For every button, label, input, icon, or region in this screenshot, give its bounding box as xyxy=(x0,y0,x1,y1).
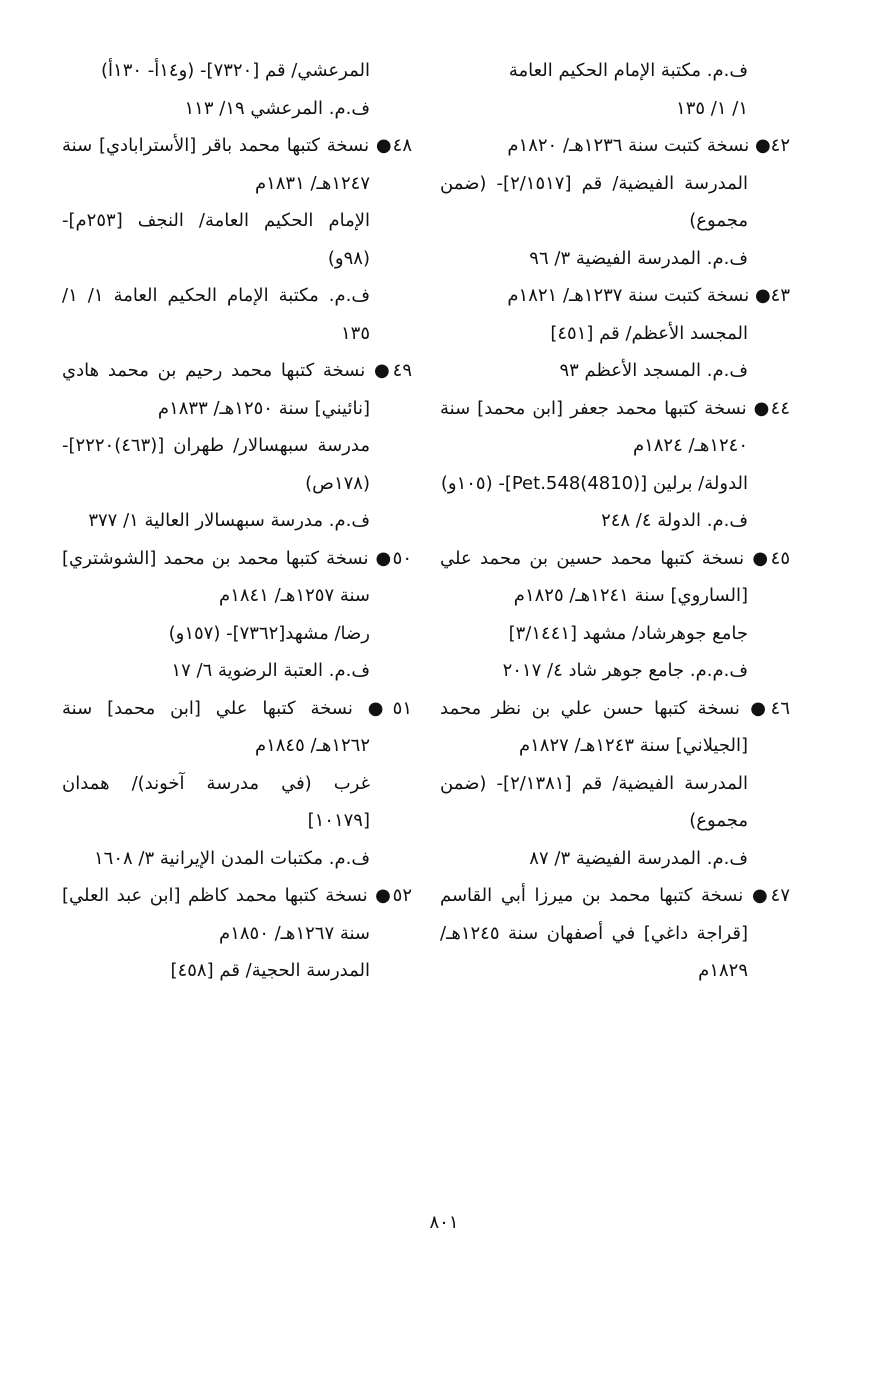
manuscript-entry-44 xyxy=(440,390,790,540)
entry-location: المدرسة الفيضية/ قم [٢/١٣٨١]- (ضمن مجموع) xyxy=(440,772,748,831)
entry-location: الدولة/ برلين [(4810)Pet.548]- (١٠٥و) xyxy=(440,472,748,494)
entry-catalog-ref: ف.م.م. جامع جوهر شاد ٤/ ٢٠١٧ xyxy=(502,660,748,681)
entry-heading: ٤٣● نسخة كتبت سنة ١٢٣٧هـ/ ١٨٢١م xyxy=(507,285,790,306)
entry-catalog-ref: ف.م. مكتبة الإمام الحكيم العامة ١/ ١/ ١٣٥ xyxy=(62,285,370,344)
right-column xyxy=(440,52,790,990)
manuscript-entry-51 xyxy=(62,690,412,878)
entry-location: رضا/ مشهد[٧٣٦٢]- (١٥٧و) xyxy=(168,622,370,644)
manuscript-entry-52 xyxy=(62,877,412,990)
manuscript-entry-43 xyxy=(440,277,790,390)
entry-heading: ٥٠● نسخة كتبها محمد بن محمد [الشوشتري] سنة ١٢٥٧هـ/ ١٨٤١م xyxy=(62,547,412,606)
entry-heading: ٤٦● نسخة كتبها حسن علي بن نظر محمد [الجيلاني] سنة ١٢٤٣هـ/ ١٨٢٧م xyxy=(440,697,790,756)
entry-heading: ٤٩● نسخة كتبها محمد رحيم بن محمد هادي [نائيني] سنة ١٢٥٠هـ/ ١٨٣٣م xyxy=(62,360,412,419)
entry-catalog-ref: ف.م. مدرسة سبهسالار العالية ١/ ٣٧٧ xyxy=(88,510,370,531)
entry-heading: ٤٧● نسخة كتبها محمد بن ميرزا أبي القاسم [قراجة داغي] في أصفهان سنة ١٢٤٥هـ/ ١٨٢٩م xyxy=(440,885,790,981)
manuscript-entry-46 xyxy=(440,690,790,878)
entry-location: الإمام الحكيم العامة/ النجف [٢٥٣م]- (٩٨و) xyxy=(62,210,370,269)
entry-catalog-ref: ف.م. العتبة الرضوية ٦/ ١٧ xyxy=(171,660,370,681)
manuscript-entry-45 xyxy=(440,540,790,690)
continuation-line: ف.م. المرعشي ١٩/ ١١٣ xyxy=(184,97,370,119)
entry-location: المدرسة الفيضية/ قم [٢/١٥١٧]- (ضمن مجموع) xyxy=(440,172,748,231)
entry-location: غرب (في مدرسة آخوند)/ همدان [١٠١٧٩] xyxy=(62,772,370,831)
entry-heading: ٥١● نسخة كتبها علي [ابن محمد] سنة ١٢٦٢هـ/ ١٨٤٥م xyxy=(62,697,412,756)
entry-heading: ٤٥● نسخة كتبها محمد حسين بن محمد علي [الساروي] سنة ١٢٤١هـ/ ١٨٢٥م xyxy=(440,547,790,606)
page-number: ٨٠١ xyxy=(429,1212,459,1233)
manuscript-entry-48 xyxy=(62,127,412,352)
entry-catalog-ref: ف.م. مكتبات المدن الإيرانية ٣/ ١٦٠٨ xyxy=(93,847,370,869)
entry-catalog-ref: ف.م. المدرسة الفيضية ٣/ ٩٦ xyxy=(529,247,748,269)
entry-location: جامع جوهرشاد/ مشهد [٣/١٤٤١] xyxy=(508,622,748,644)
continuation-line: المرعشي/ قم [٧٣٢٠]- (و١٤أ- ١٣٠أ) xyxy=(101,60,370,81)
manuscript-entry-49 xyxy=(62,352,412,540)
entry-location: المجسد الأعظم/ قم [٤٥١] xyxy=(550,322,748,344)
left-column xyxy=(62,52,412,990)
entry-heading: ٤٤● نسخة كتبها محمد جعفر [ابن محمد] سنة ١٢٤٠هـ/ ١٨٢٤م xyxy=(440,397,790,456)
entry-catalog-ref: ف.م. المدرسة الفيضية ٣/ ٨٧ xyxy=(529,847,748,869)
continuation-line: ١/ ١/ ١٣٥ xyxy=(676,97,748,119)
entry-location: المدرسة الحجية/ قم [٤٥٨] xyxy=(170,960,370,981)
manuscript-entry-50 xyxy=(62,540,412,690)
entry-catalog-ref: ف.م. المسجد الأعظم ٩٣ xyxy=(559,360,748,381)
continuation-line: ف.م. مكتبة الإمام الحكيم العامة xyxy=(508,60,748,81)
manuscript-entry-42 xyxy=(440,127,790,277)
entry-catalog-ref: ف.م. الدولة ٤/ ٢٤٨ xyxy=(601,510,748,531)
entry-location: مدرسة سبهسالار/ طهران [(٤٦٣)٢٢٢٠]- (١٧٨ص) xyxy=(62,435,370,494)
entry-heading: ٥٢● نسخة كتبها محمد كاظم [ابن عبد العلي] سنة ١٢٦٧هـ/ ١٨٥٠م xyxy=(62,885,412,944)
manuscript-entry-47 xyxy=(440,877,790,990)
entry-heading: ٤٢● نسخة كتبت سنة ١٢٣٦هـ/ ١٨٢٠م xyxy=(507,135,790,156)
entry-heading: ٤٨● نسخة كتبها محمد باقر [الأسترابادي] سنة ١٢٤٧هـ/ ١٨٣١م xyxy=(62,135,412,194)
